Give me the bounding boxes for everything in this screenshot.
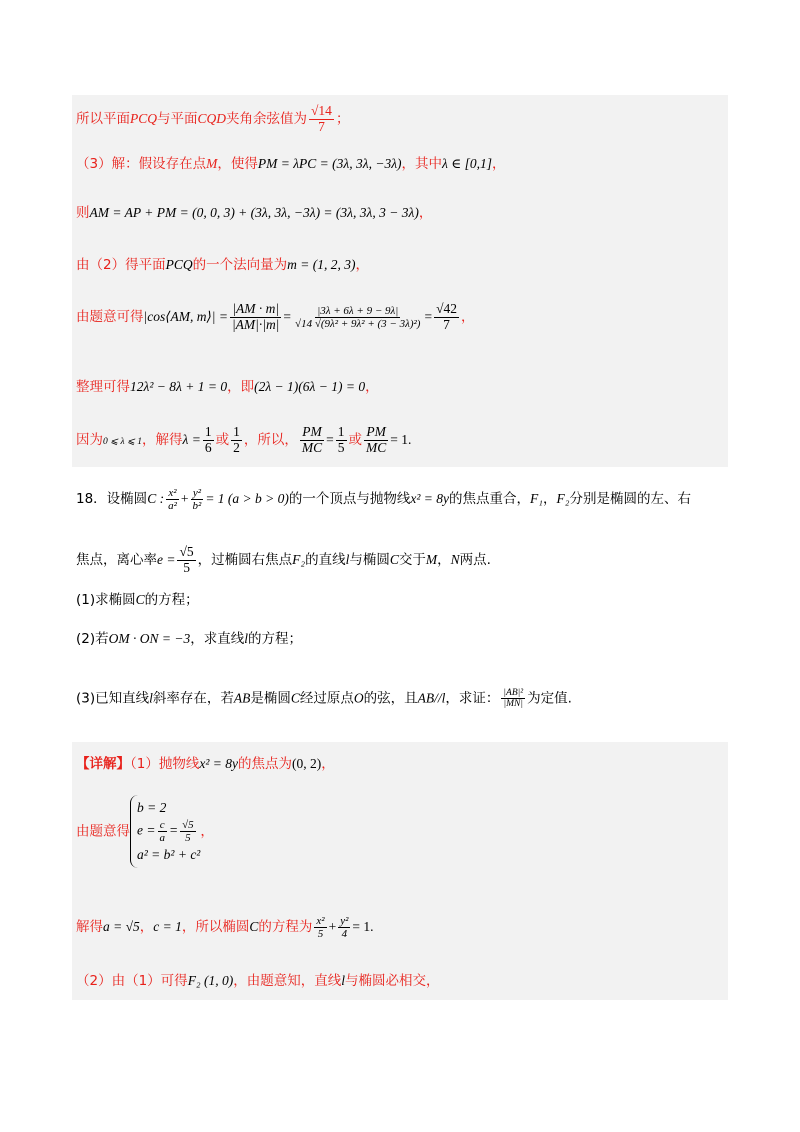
equation-system: b = 2 e = $\frac{c}{a}$ = $\frac{√5}{5}$ a² = b² + c² <box>130 795 200 868</box>
fraction: $\frac{√42}{7}$ <box>436 301 458 332</box>
problem-18-line-1: 18．设椭圆C : $\frac{\text{x²}}{\text{a²}}$ + $\frac{\text{y²}}{\text{b²}}$ = 1 (a > b > 0)的一个顶点与抛物线x² = 8y的焦点重合，F₁，F₂分别是椭圆的左、右 <box>76 487 691 513</box>
fraction: $\frac{|AM \cdot m|}{|AM|\cdot|m|}$ <box>231 301 280 332</box>
line-b1-6: 整理可得12λ² − 8λ + 1 = 0，即(2λ − 1)(6λ − 1) = 0， <box>76 379 379 395</box>
fraction: $\frac{PM}{MC}$ <box>366 424 387 455</box>
fraction: $\frac{1}{6}$ <box>204 424 212 455</box>
question-2: (2)若OM · ON = −3，求直线l的方程； <box>76 631 302 647</box>
problem-18-line-2: 焦点，离心率e = $\frac{√5}{5}$ ，过椭圆右焦点F₂的直线l与椭圆C交于M，N两点. <box>76 544 491 575</box>
detail-tag: 【详解】 <box>76 756 130 772</box>
fraction: $\frac{\text{y²}}{\text{b²}}$ <box>192 487 202 513</box>
line-b2-2: 由题意得b = 2 e = $\frac{c}{a}$ = $\frac{√5}{5}$ a² = b² + c²， <box>76 795 214 868</box>
fraction: $\frac{\text{|AB|²}}{|MN|}$ <box>503 688 524 710</box>
fraction: $\frac{1}{2}$ <box>233 424 240 455</box>
question-1: (1)求椭圆C的方程； <box>76 592 199 608</box>
line-b2-3: 解得a = √5，c = 1，所以椭圆C的方程为 $\frac{\text{x²}}{5}$ + $\frac{\text{y²}}{4}$ = 1. <box>76 915 374 941</box>
line-b2-1: 【详解】（1）抛物线x² = 8y的焦点为(0, 2)， <box>76 756 335 772</box>
line-b1-7: 因为0 ⩽ λ ⩽ 1，解得λ = $\frac{1}{6}$ 或 $\frac{1}{2}$ ，所以， $\frac{PM}{MC}$ = $\frac{1}{5}$ 或 $\frac{PM}{MC}$ = 1. <box>76 424 412 455</box>
fraction: $\frac{|3\lambda + 6\lambda + 9 - 9\lambda|}{\text{√14 √(9λ² + 9λ² + (3 − 3λ)²)}}$ <box>295 304 421 330</box>
line-b1-4: 由（2）得平面PCQ的一个法向量为m = (1, 2, 3)， <box>76 257 369 273</box>
line-b1-5: 由题意可得|cos⟨AM, m⟩| = $\frac{|AM \cdot m|}{|AM|\cdot|m|}$ = $\frac{|3\lambda + 6\lambda + 9 - 9\lambda|}{\text{√14 √(9λ² + 9λ² + (3 − 3λ)²)}}$ = $\frac{√42}{7}$ ， <box>76 301 475 332</box>
solution-block-2 <box>72 742 728 1000</box>
fraction: $\frac{√5}{5}$ <box>179 544 194 575</box>
solution-block-1 <box>72 95 728 467</box>
fraction: $\frac{1}{5}$ <box>337 424 345 455</box>
fraction: $\frac{\text{y²}}{4}$ <box>340 915 349 941</box>
line-b2-4: （2）由（1）可得F₂ (1, 0)，由题意知，直线l与椭圆必相交， <box>76 973 440 989</box>
fraction: $\frac{PM}{MC}$ <box>301 424 323 455</box>
line-b1-1: 所以平面PCQ与平面CQD夹角余弦值为 $\frac{√14}{7}$ ； <box>76 103 350 134</box>
question-3: (3)已知直线l斜率存在，若AB是椭圆C经过原点O的弦，且AB//l，求证： $\frac{\text{|AB|²}}{|MN|}$ 为定值. <box>76 688 572 710</box>
fraction: $\frac{\text{x²}}{\text{a²}}$ <box>168 487 177 513</box>
fraction: $\frac{√14}{7}$ <box>311 103 332 134</box>
fraction: $\frac{\text{x²}}{5}$ <box>316 915 325 941</box>
line-b1-2: （3）解：假设存在点M，使得PM = λPC = (3λ, 3λ, −3λ)，其中λ ∈ [0,1]， <box>76 156 506 172</box>
line-b1-3: 则AM = AP + PM = (0, 0, 3) + (3λ, 3λ, −3λ) = (3λ, 3λ, 3 − 3λ)， <box>76 205 433 221</box>
